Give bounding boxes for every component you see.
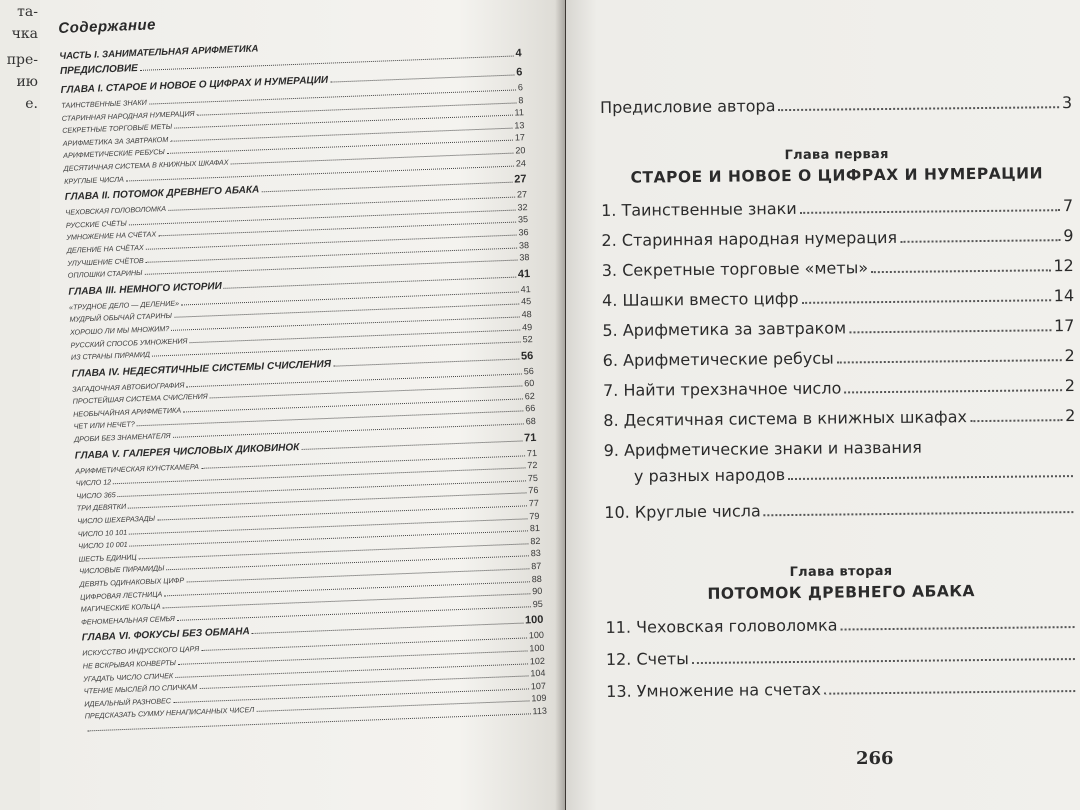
entry-page: 27 xyxy=(516,189,528,200)
entry-label: ГЛАВА I. СТАРОЕ И НОВОЕ О ЦИФРАХ И НУМЕРАЦИИ xyxy=(60,74,329,96)
toc-entry xyxy=(601,226,1073,261)
chapter-name: ПОТОМОК ДРЕВНЕГО АБАКА xyxy=(707,582,976,603)
entry-label: ЧЕТ ИЛИ НЕЧЕТ? xyxy=(73,419,135,432)
entry-page: 48 xyxy=(521,308,532,320)
entry-label: ПРЕДСКАЗАТЬ СУММУ НЕНАПИСАННЫХ ЧИСЕЛ xyxy=(84,705,255,721)
entry-page: 71 xyxy=(526,447,538,458)
entry-label: СЕКРЕТНЫЕ ТОРГОВЫЕ МЕТЫ xyxy=(62,121,173,136)
entry-label-line2: у разных народов xyxy=(633,465,786,486)
toc-entry xyxy=(606,677,1078,714)
chapter-label: Глава вторая xyxy=(789,563,893,581)
entry-page: 95 xyxy=(532,598,543,609)
entry-label: НЕ ВСКРЫВАЯ КОНВЕРТЫ xyxy=(82,657,177,671)
entry-label: МУДРЫЙ ОБЫЧАЙ СТАРИНЫ xyxy=(69,311,173,325)
entry-label: ЧИСЛО 10 101 xyxy=(77,527,128,539)
leader-dots xyxy=(692,658,1075,664)
entry-page: 41 xyxy=(517,267,531,281)
entry-label: Предисловие автора xyxy=(600,96,776,117)
entry-page: 87 xyxy=(531,560,542,572)
leader-dots xyxy=(849,329,1051,333)
entry-page: 77 xyxy=(528,497,540,509)
entry-page: 11 xyxy=(514,107,525,118)
entry-label: ЧИСЛО 365 xyxy=(76,489,116,501)
entry-label: 8. Десятичная система в книжных шкафах xyxy=(603,407,968,430)
entry-label: АРИФМЕТИКА ЗА ЗАВТРАКОМ xyxy=(62,134,169,148)
entry-label: ИЗ СТРАНЫ ПИРАМИД xyxy=(70,349,151,362)
entry-page: 35 xyxy=(517,214,529,225)
entry-page: 49 xyxy=(521,321,533,332)
entry-label: АРИФМЕТИЧЕСКИЕ РЕБУСЫ xyxy=(63,147,166,161)
toc-entry xyxy=(603,376,1075,411)
entry-label: 2. Старинная народная нумерация xyxy=(601,227,898,250)
toc-entry xyxy=(606,645,1078,682)
toc-entry-multiline xyxy=(604,436,1077,497)
entry-label: ПРОСТЕЙШАЯ СИСТЕМА СЧИСЛЕНИЯ xyxy=(72,391,208,406)
entry-page: 24 xyxy=(515,157,527,169)
left-page xyxy=(40,0,565,810)
previous-page-edge xyxy=(0,0,42,810)
toc-entry xyxy=(602,256,1074,291)
leader-dots xyxy=(970,419,1062,422)
entry-page: 66 xyxy=(525,403,536,414)
entry-label: ГЛАВА III. НЕМНОГО ИСТОРИИ xyxy=(68,280,223,298)
entry-page: 109 xyxy=(531,693,547,704)
entry-label: ЧИСЛО 10 001 xyxy=(78,539,128,551)
entry-label: РУССКИЕ СЧЁТЫ xyxy=(65,218,127,230)
entry-label: ГЛАВА II. ПОТОМОК ДРЕВНЕГО АБАКА xyxy=(64,184,260,204)
entry-label: 4. Шашки вместо цифр xyxy=(602,288,799,310)
entry-page: 102 xyxy=(529,655,546,666)
left-table-of-contents xyxy=(58,2,547,736)
entry-page: 71 xyxy=(523,431,537,445)
toc-entry xyxy=(601,196,1073,231)
toc-heading: Содержание xyxy=(58,16,157,37)
entry-label: ДРОБИ БЕЗ ЗНАМЕНАТЕЛЯ xyxy=(73,431,171,444)
left-chapters xyxy=(60,66,547,736)
entry-page: 8 xyxy=(518,94,524,105)
entry-page: 41 xyxy=(520,283,531,295)
right-page xyxy=(566,0,1080,810)
leader-dots xyxy=(900,239,1060,243)
entry-page: 32 xyxy=(517,201,528,213)
entry-label: 10. Круглые числа xyxy=(604,501,761,522)
entry-page: 83 xyxy=(530,548,542,559)
entry-page: 62 xyxy=(524,390,535,402)
leader-dots xyxy=(844,389,1062,393)
entry-label: ЧЕХОВСКАЯ ГОЛОВОЛОМКА xyxy=(65,204,167,218)
entry-label: ОПЛОШКИ СТАРИНЫ xyxy=(67,268,143,280)
entry-page: 45 xyxy=(520,296,532,307)
entry-page: 56 xyxy=(520,349,534,363)
entry-page: 36 xyxy=(518,227,529,238)
chapter-items xyxy=(601,196,1075,441)
entry-page: 113 xyxy=(532,705,548,717)
entry-page: 68 xyxy=(525,416,536,427)
entry-page: 76 xyxy=(528,485,539,496)
entry-label: 12. Счеты xyxy=(605,649,689,669)
leader-dots xyxy=(788,475,1073,480)
leader-dots xyxy=(841,626,1075,630)
leader-dots xyxy=(824,690,1075,695)
page-number: 266 xyxy=(856,748,894,769)
entry-label: ГЛАВА VI. ФОКУСЫ БЕЗ ОБМАНА xyxy=(81,626,250,644)
prev-fragment: е. xyxy=(25,96,38,112)
entry-label: НЕОБЫЧАЙНАЯ АРИФМЕТИКА xyxy=(72,405,182,419)
entry-page: 4 xyxy=(515,47,522,60)
toc-entry xyxy=(603,406,1075,441)
entry-page: 2 xyxy=(1064,376,1076,396)
entry-label: 3. Секретные торговые «меты» xyxy=(601,258,869,280)
leader-dots xyxy=(800,209,1060,214)
entry-page: 2 xyxy=(1064,346,1075,366)
part-title: ЧАСТЬ I. ЗАНИМАТЕЛЬНАЯ АРИФМЕТИКА xyxy=(59,43,259,62)
entry-label: ГЛАВА V. ГАЛЕРЕЯ ЧИСЛОВЫХ ДИКОВИНОК xyxy=(74,441,300,462)
prev-fragment: та- xyxy=(17,4,38,20)
entry-page: 72 xyxy=(527,460,538,471)
entry-page: 107 xyxy=(530,680,547,692)
entry-label: ДЕСЯТИЧНАЯ СИСТЕМА В КНИЖНЫХ ШКАФАХ xyxy=(63,157,229,173)
entry-label: ЦИФРОВАЯ ЛЕСТНИЦА xyxy=(79,589,163,602)
entry-label: 7. Найти трехзначное число xyxy=(602,378,842,400)
entry-page: 17 xyxy=(1053,316,1075,336)
entry-page: 2 xyxy=(1065,406,1076,426)
toc-entry xyxy=(602,316,1074,351)
entry-label: АРИФМЕТИЧЕСКАЯ КУНСТКАМЕРА xyxy=(75,461,200,476)
entry-label: ДЕВЯТЬ ОДИНАКОВЫХ ЦИФР xyxy=(79,575,185,589)
entry-label: 11. Чеховская головоломка xyxy=(605,615,838,637)
entry-label: ХОРОШО ЛИ МЫ МНОЖИМ? xyxy=(69,323,170,337)
entry-page: 9 xyxy=(1063,226,1074,246)
chapter-label: Глава первая xyxy=(784,146,889,164)
entry-page: 75 xyxy=(527,472,539,484)
entry-page: 60 xyxy=(524,378,535,389)
entry-label: МАГИЧЕСКИЕ КОЛЬЦА xyxy=(80,601,161,614)
leader-dots xyxy=(333,358,519,366)
entry-label: ТАИНСТВЕННЫЕ ЗНАКИ xyxy=(61,97,147,110)
entry-label: «ТРУДНОЕ ДЕЛО — ДЕЛЕНИЕ» xyxy=(68,298,180,312)
entry-label: 13. Умножение на счетах xyxy=(606,679,821,701)
entry-page: 100 xyxy=(524,614,544,627)
entry-label: РУССКИЙ СПОСОБ УМНОЖЕНИЯ xyxy=(70,335,188,350)
entry-label: ЧИСЛО 12 xyxy=(75,477,112,488)
entry-label: ТРИ ДЕВЯТКИ xyxy=(76,502,127,514)
entry-label: 5. Арифметика за завтраком xyxy=(602,318,847,340)
leader-dots xyxy=(779,106,1059,111)
entry-label: ШЕСТЬ ЕДИНИЦ xyxy=(78,552,137,564)
chapter-items xyxy=(605,613,1078,714)
entry-page: 56 xyxy=(523,365,535,377)
toc-entry xyxy=(603,346,1075,381)
leader-dots xyxy=(837,359,1062,363)
entry-label: ЧТЕНИЕ МЫСЛЕЙ ПО СПИЧКАМ xyxy=(83,682,198,696)
entry-label: ЧИСЛО ШЕХЕРАЗАДЫ xyxy=(77,513,156,526)
entry-label: ПРЕДИСЛОВИЕ xyxy=(59,62,139,77)
entry-label: ФЕНОМЕНАЛЬНАЯ СЕМЬЯ xyxy=(80,613,176,627)
entry-page: 27 xyxy=(513,173,527,186)
entry-page: 79 xyxy=(529,510,540,521)
entry-page: 6 xyxy=(515,66,523,79)
entry-page: 38 xyxy=(518,239,530,250)
entry-page: 7 xyxy=(1062,196,1074,216)
prev-fragment: ию xyxy=(16,74,38,90)
entry-page: 14 xyxy=(1053,286,1075,306)
entry-label: СТАРИННАЯ НАРОДНАЯ НУМЕРАЦИЯ xyxy=(61,108,195,123)
chapter-name: СТАРОЕ И НОВОЕ О ЦИФРАХ И НУМЕРАЦИИ xyxy=(630,164,1044,187)
entry-page: 100 xyxy=(528,630,545,641)
leader-dots xyxy=(764,511,1074,516)
entry-page: 12 xyxy=(1053,256,1074,276)
entry-label-line2-row xyxy=(604,462,1076,497)
entry-label: КРУГЛЫЕ ЧИСЛА xyxy=(64,174,125,186)
entry-label: ЧИСЛОВЫЕ ПИРАМИДЫ xyxy=(79,563,165,576)
preface-entry xyxy=(600,93,1072,128)
entry-label: 1. Таинственные знаки xyxy=(601,198,797,220)
entry-page: 20 xyxy=(515,145,526,156)
entry-page: 82 xyxy=(530,535,541,547)
entry-page: 52 xyxy=(522,334,533,345)
entry-page: 81 xyxy=(529,523,541,534)
entry-page: 38 xyxy=(519,252,530,263)
entry-label-line1: 9. Арифметические знаки и названия xyxy=(603,437,922,460)
entry-label: ГЛАВА IV. НЕДЕСЯТИЧНЫЕ СИСТЕМЫ СЧИСЛЕНИЯ xyxy=(71,358,332,380)
entry-page: 88 xyxy=(531,573,542,584)
entry-label: 6. Арифметические ребусы xyxy=(602,348,834,370)
entry-label: УГАДАТЬ ЧИСЛО СПИЧЕК xyxy=(83,670,174,684)
entry-label: УМНОЖЕНИЕ НА СЧЁТАХ xyxy=(66,229,157,243)
entry-page: 13 xyxy=(514,119,525,131)
entry-page: 100 xyxy=(529,642,545,654)
leader-dots xyxy=(871,269,1050,273)
entry-label: ЗАГАДОЧНАЯ АВТОБИОГРАФИЯ xyxy=(71,380,185,394)
entry-label: ИСКУССТВО ИНДУССКОГО ЦАРЯ xyxy=(82,644,200,658)
leader-dots xyxy=(301,440,522,449)
entry-label: ИДЕАЛЬНЫЙ РАЗНОВЕС xyxy=(84,695,172,709)
toc-entry xyxy=(602,286,1074,321)
entry-page: 104 xyxy=(530,667,546,679)
leader-dots xyxy=(330,75,514,83)
entry-page: 90 xyxy=(532,586,543,597)
toc-entry xyxy=(605,613,1077,650)
right-table-of-contents xyxy=(600,93,1078,714)
entry-page: 17 xyxy=(514,132,526,143)
entry-label: УЛУЧШЕНИЕ СЧЁТОВ xyxy=(67,255,144,268)
entry-page: 3 xyxy=(1061,93,1073,113)
leader-dots xyxy=(802,299,1051,304)
entry-page: 6 xyxy=(517,82,524,93)
prev-fragment: чка xyxy=(11,26,38,42)
entry-label: ДЕЛЕНИЕ НА СЧЁТАХ xyxy=(66,242,144,255)
prev-fragment: пре- xyxy=(6,52,38,68)
toc-entry xyxy=(604,498,1076,533)
